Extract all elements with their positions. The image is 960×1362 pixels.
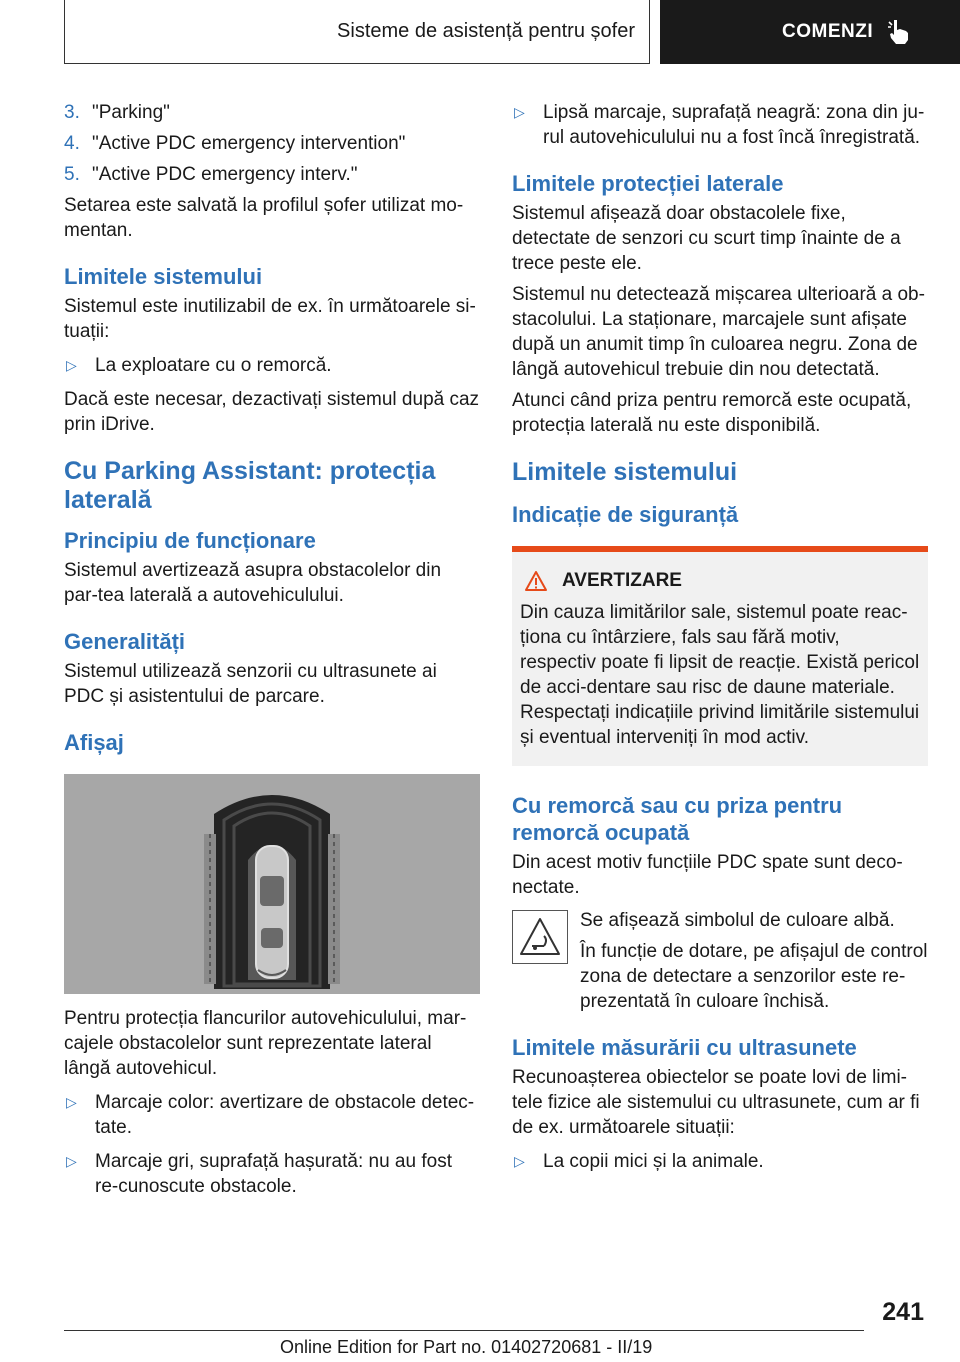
heading-general: Generalități xyxy=(64,629,186,654)
paragraph-limits: Sistemul este inutilizabil de ex. în următoarele si-tuații: xyxy=(64,296,476,342)
heading-display: Afișaj xyxy=(64,730,124,755)
page-number: 241 xyxy=(882,1298,924,1326)
symbol-line-2a: În funcție de dotare, pe afișajul de control zona de detectare a senzorilor este re-prezentată în culoare închisă. xyxy=(580,941,928,1012)
chapter-title: COMENZI xyxy=(782,21,874,42)
warning-triangle-icon xyxy=(524,570,548,592)
heading-safety: Indicație de siguranță xyxy=(512,502,739,527)
list-item: ▷ Marcaje color: avertizare de obstacole detec-tate. xyxy=(66,1092,475,1138)
paragraph-saved: Setarea este salvată la profilul șofer utilizat mo-mentan. xyxy=(64,195,464,241)
hand-pointer-icon xyxy=(887,18,911,46)
list-item: ▷ Lipsă marcaje, suprafață neagră: zona din ju-rul autovehiculului nu a fost încă înregistrată. xyxy=(514,102,925,148)
symbol-line-1: Se afișează simbolul de culoare albă. xyxy=(580,910,895,931)
paragraph-trailer: Din acest motiv funcțiile PDC spate sunt deco-nectate. xyxy=(512,852,903,898)
warning-text: Din cauza limitărilor sale, sistemul poate reac-ționa cu întârziere, fals sau fără motiv, respectiv poate fi lipsit de reacție. Există pericol de acci-dentare sau risc de daune materiale. Respectați indicațiile privind limitările sistemului și eventual interveniți în mod activ. xyxy=(520,602,920,748)
triangle-bullet-icon: ▷ xyxy=(66,357,77,373)
triangle-bullet-icon: ▷ xyxy=(514,1153,525,1169)
heading-system-limits: Limitele sistemului xyxy=(512,458,738,486)
list-item: ▷ La copii mici și la animale. xyxy=(514,1151,764,1172)
heading-trailer: Cu remorcă sau cu priza pentru remorcă ocupată xyxy=(512,793,843,845)
paragraph-ultrasound: Recunoașterea obiectelor se poate lovi de limi-tele fizice ale sistemului cu ultrasunete, cum ar fi de ex. următoarele situații: xyxy=(512,1067,920,1138)
heading-side-limits: Limitele protecției laterale xyxy=(512,171,784,196)
heading-limits: Limitele sistemului xyxy=(64,264,263,289)
list-item: ▷ La exploatare cu o remorcă. xyxy=(66,355,332,376)
paragraph-general: Sistemul utilizează senzorii cu ultrasunete ai PDC și asistentului de parcare. xyxy=(64,661,437,707)
triangle-bullet-icon: ▷ xyxy=(66,1094,77,1110)
section-title: Sisteme de asistență pentru șofer xyxy=(337,20,635,42)
heading-parking-assistant: Cu Parking Assistant: protecția laterală xyxy=(64,457,436,514)
footer-divider xyxy=(64,1330,864,1331)
triangle-bullet-icon: ▷ xyxy=(514,104,525,120)
triangle-bullet-icon: ▷ xyxy=(66,1153,77,1169)
paragraph-flank: Pentru protecția flancurilor autovehiculului, mar-cajele obstacolelor sunt reprezentate lateral lângă autovehicul. xyxy=(64,1008,467,1079)
header-chapter xyxy=(660,0,960,64)
list-item: ▷ Marcaje gri, suprafață hașurată: nu au fost re-cunoscute obstacole. xyxy=(66,1151,452,1197)
warning-box xyxy=(512,546,928,766)
right-column xyxy=(512,100,928,1183)
footer-edition: Online Edition for Part no. 01402720681 - II/19 xyxy=(280,1337,653,1357)
list-item: 4. "Active PDC emergency intervention" xyxy=(64,133,406,154)
pdc-display-figure xyxy=(64,774,480,994)
list-item: 3. "Parking" xyxy=(64,102,170,123)
heading-ultrasound: Limitele măsurării cu ultrasunete xyxy=(512,1035,857,1060)
header-section xyxy=(64,0,650,64)
paragraph-side-1: Sistemul afișează doar obstacolele fixe, detectate de senzori cu scurt timp înainte de a trece peste ele. xyxy=(512,203,901,274)
paragraph-side-2: Sistemul nu detectează mișcarea ulterioară a ob-stacolului. La staționare, marcajele sunt afișate după un anumit timp în culoarea negru. Zona de lângă autovehicul trebuie din nou detectată. xyxy=(512,284,925,380)
paragraph-deactivate: Dacă este necesar, dezactivați sistemul după caz prin iDrive. xyxy=(64,389,480,435)
list-item: 5. "Active PDC emergency interv." xyxy=(64,164,358,185)
heading-principle: Principiu de funcționare xyxy=(64,528,316,553)
trailer-warning-icon xyxy=(512,910,568,964)
paragraph-principle: Sistemul avertizează asupra obstacolelor din par-tea laterală a autovehiculului. xyxy=(64,560,442,606)
warning-title: AVERTIZARE xyxy=(562,570,682,591)
paragraph-side-3: Atunci când priza pentru remorcă este ocupată, protecția laterală nu este disponibilă. xyxy=(512,390,912,436)
left-column xyxy=(64,100,480,1208)
trailer-symbol-row xyxy=(512,908,928,1014)
